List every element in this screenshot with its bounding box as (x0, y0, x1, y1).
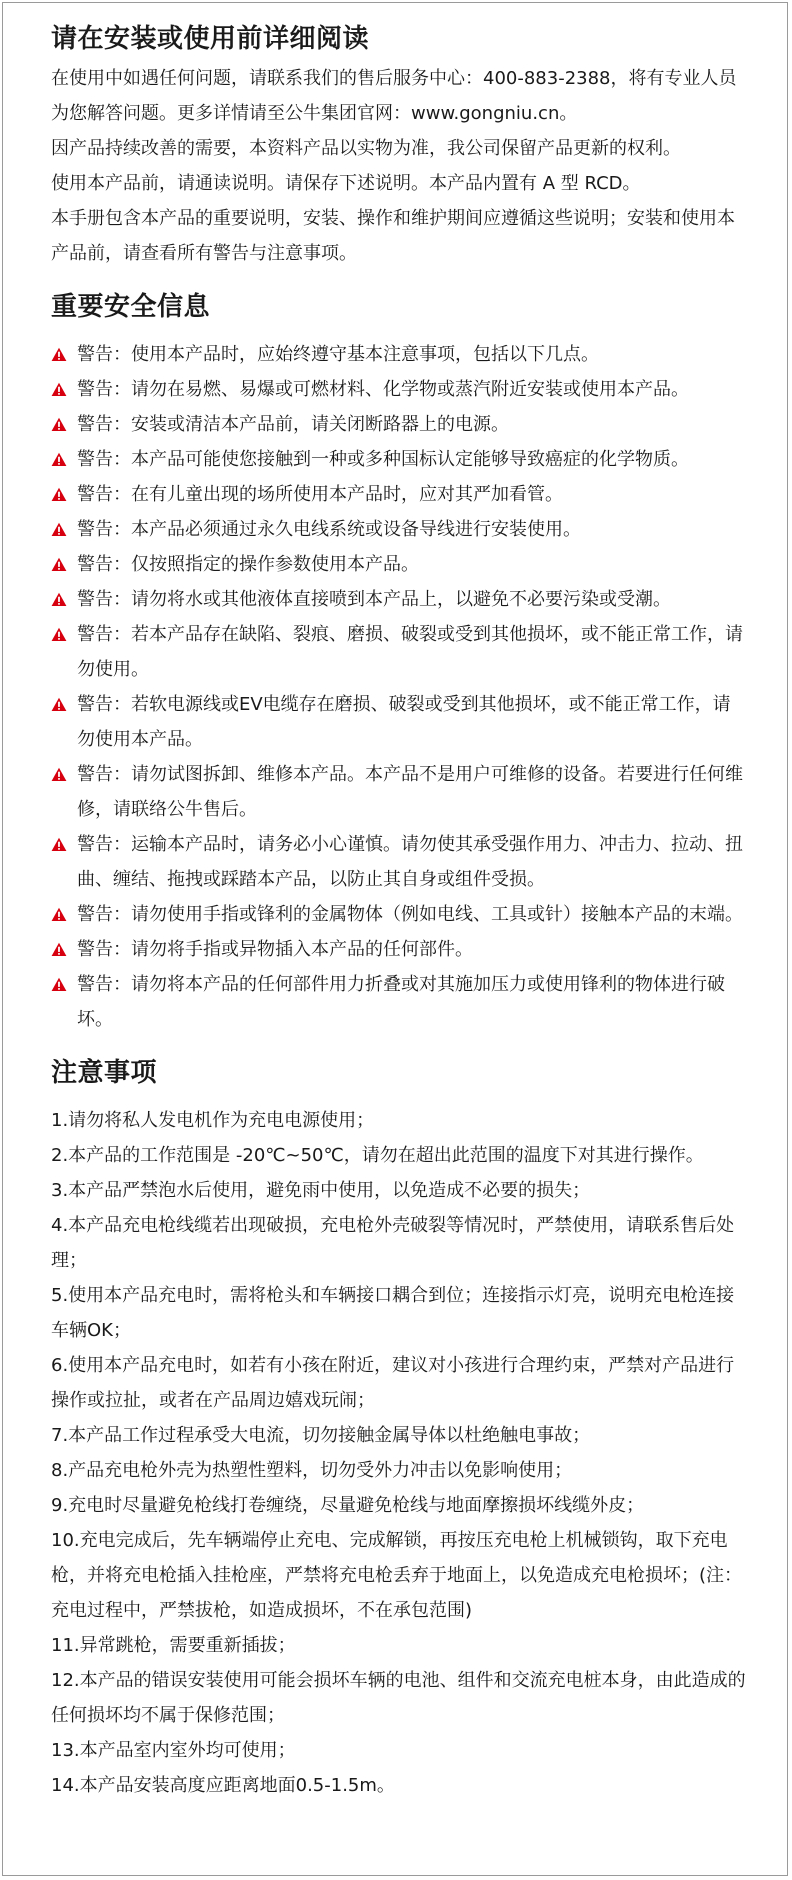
warning-triangle-icon (51, 687, 77, 722)
warning-text: 警告：运输本产品时，请务必小心谨慎。请勿使其承受强作用力、冲击力、拉动、扭曲、缠结、拖拽或踩踏本产品，以防止其自身或组件受损。 (77, 834, 743, 890)
warning-triangle-icon (51, 407, 77, 442)
warning-item (51, 967, 747, 1037)
note-item: 4.本产品充电枪线缆若出现破损，充电枪外壳破裂等情况时，严禁使用，请联系售后处理； (51, 1215, 735, 1271)
warning-triangle-icon (51, 547, 77, 582)
note-item: 12.本产品的错误安装使用可能会损坏车辆的电池、组件和交流充电桩本身，由此造成的任何损坏均不属于保修范围； (51, 1670, 746, 1726)
note-item: 9.充电时尽量避免枪线打卷缠绕，尽量避免枪线与地面摩擦损坏线缆外皮； (51, 1495, 645, 1516)
manual-content (3, 3, 787, 1803)
warning-text: 警告：使用本产品时，应始终遵守基本注意事项，包括以下几点。 (77, 344, 599, 365)
intro-section (51, 17, 747, 271)
warning-triangle-icon (51, 827, 77, 862)
warning-text: 警告：请勿将本产品的任何部件用力折叠或对其施加压力或使用锋利的物体进行破坏。 (77, 974, 725, 1030)
note-item: 14.本产品安装高度应距离地面0.5-1.5m。 (51, 1775, 395, 1796)
note-item: 2.本产品的工作范围是 -20℃~50℃，请勿在超出此范围的温度下对其进行操作。 (51, 1145, 704, 1166)
note-item: 3.本产品严禁泡水后使用，避免雨中使用，以免造成不必要的损失； (51, 1180, 591, 1201)
warning-triangle-icon (51, 512, 77, 547)
warning-triangle-icon (51, 582, 77, 617)
warning-triangle-icon (51, 897, 77, 932)
safety-section (51, 285, 747, 1037)
warning-item (51, 372, 747, 407)
warning-text: 警告：本产品必须通过永久电线系统或设备导线进行安装使用。 (77, 519, 581, 540)
note-item: 6.使用本产品充电时，如若有小孩在附近，建议对小孩进行合理约束，严禁对产品进行操作或拉扯，或者在产品周边嬉戏玩闹； (51, 1355, 735, 1411)
intro-title: 请在安装或使用前详细阅读 (51, 24, 370, 54)
intro-paragraph: 本手册包含本产品的重要说明，安装、操作和维护期间应遵循这些说明；安装和使用本产品前，请查看所有警告与注意事项。 (51, 208, 735, 264)
warning-item (51, 617, 747, 687)
warning-triangle-icon (51, 442, 77, 477)
intro-paragraph: 在使用中如遇任何问题，请联系我们的售后服务中心：400-883-2388，将有专业人员为您解答问题。更多详情请至公牛集团官网：www.gongniu.cn。 (51, 68, 737, 124)
warning-item (51, 932, 747, 967)
note-item: 11.异常跳枪，需要重新插拔； (51, 1635, 296, 1656)
warning-triangle-icon (51, 477, 77, 512)
warning-item (51, 827, 747, 897)
warning-text: 警告：本产品可能使您接触到一种或多种国标认定能够导致癌症的化学物质。 (77, 449, 689, 470)
warning-list (51, 337, 747, 1037)
intro-paragraph: 使用本产品前，请通读说明。请保存下述说明。本产品内置有 A 型 RCD。 (51, 173, 641, 194)
warning-text: 警告：若本产品存在缺陷、裂痕、磨损、破裂或受到其他损坏，或不能正常工作，请勿使用。 (77, 624, 743, 680)
warning-triangle-icon (51, 967, 77, 1002)
warning-triangle-icon (51, 757, 77, 792)
note-item: 5.使用本产品充电时，需将枪头和车辆接口耦合到位；连接指示灯亮，说明充电枪连接车辆OK； (51, 1285, 735, 1341)
warning-text: 警告：若软电源线或EV电缆存在磨损、破裂或受到其他损坏，或不能正常工作，请勿使用本产品。 (77, 694, 731, 750)
warning-item (51, 582, 747, 617)
warning-triangle-icon (51, 617, 77, 652)
warning-text: 警告：请勿在易燃、易爆或可燃材料、化学物或蒸汽附近安装或使用本产品。 (77, 379, 689, 400)
notes-title: 注意事项 (51, 1058, 158, 1088)
warning-triangle-icon (51, 932, 77, 967)
warning-item (51, 442, 747, 477)
note-item: 13.本产品室内室外均可使用； (51, 1740, 296, 1761)
warning-text: 警告：请勿将手指或异物插入本产品的任何部件。 (77, 939, 473, 960)
notes-section (51, 1051, 747, 1803)
warning-item (51, 337, 747, 372)
warning-item (51, 757, 747, 827)
warning-text: 警告：请勿试图拆卸、维修本产品。本产品不是用户可维修的设备。若要进行任何维修，请联络公牛售后。 (77, 764, 743, 820)
warning-item (51, 407, 747, 442)
manual-page (2, 2, 788, 1876)
note-item: 8.产品充电枪外壳为热塑性塑料，切勿受外力冲击以免影响使用； (51, 1460, 573, 1481)
notes-list (51, 1103, 747, 1803)
note-item: 1.请勿将私人发电机作为充电电源使用； (51, 1110, 375, 1131)
warning-item (51, 547, 747, 582)
safety-title: 重要安全信息 (51, 292, 211, 322)
warning-item (51, 512, 747, 547)
warning-triangle-icon (51, 337, 77, 372)
warning-text: 警告：在有儿童出现的场所使用本产品时，应对其严加看管。 (77, 484, 563, 505)
warning-item (51, 687, 747, 757)
intro-paragraph: 因产品持续改善的需要，本资料产品以实物为准，我公司保留产品更新的权利。 (51, 138, 681, 159)
warning-text: 警告：仅按照指定的操作参数使用本产品。 (77, 554, 419, 575)
warning-text: 警告：请勿使用手指或锋利的金属物体（例如电线、工具或针）接触本产品的末端。 (77, 904, 743, 925)
warning-item (51, 897, 747, 932)
note-item: 7.本产品工作过程承受大电流，切勿接触金属导体以杜绝触电事故； (51, 1425, 591, 1446)
warning-triangle-icon (51, 372, 77, 407)
warning-text: 警告：请勿将水或其他液体直接喷到本产品上，以避免不必要污染或受潮。 (77, 589, 671, 610)
note-item: 10.充电完成后，先车辆端停止充电、完成解锁，再按压充电枪上机械锁钩，取下充电枪，并将充电枪插入挂枪座，严禁将充电枪丢弃于地面上，以免造成充电枪损坏；(注：充电过程中，严禁拔枪，如造成损坏，不在承包范围) (51, 1530, 743, 1621)
warning-text: 警告：安装或清洁本产品前，请关闭断路器上的电源。 (77, 414, 509, 435)
warning-item (51, 477, 747, 512)
